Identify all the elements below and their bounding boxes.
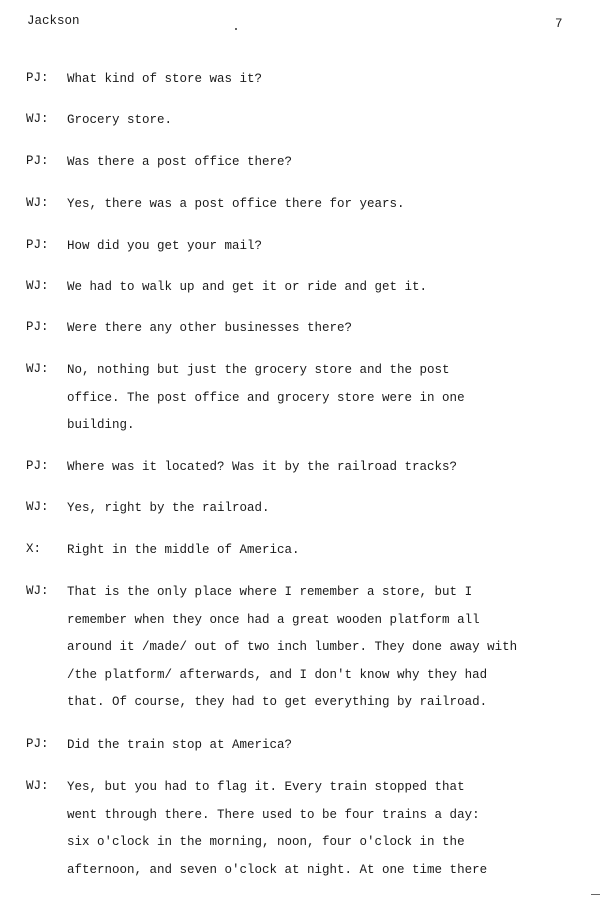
speaker-label: PJ:: [26, 320, 49, 334]
speaker-label: WJ:: [26, 362, 49, 376]
speech-line: Did the train stop at America?: [67, 738, 293, 752]
speech-text: [67, 500, 587, 528]
speech-line: went through there. There used to be four trains a day:: [67, 807, 480, 822]
speech-line: Were there any other businesses there?: [67, 321, 353, 335]
speech-text: [67, 779, 587, 889]
speech-line: Yes, right by the railroad.: [67, 501, 270, 515]
speech-line: How did you get your mail?: [67, 239, 263, 253]
page-number: 7: [555, 17, 563, 31]
speech-line: remember when they once had a great wooden platform all: [67, 612, 480, 627]
speech-line: No, nothing but just the grocery store and the post: [67, 363, 450, 377]
speech-text: [67, 279, 587, 307]
speech-text: [67, 238, 587, 266]
speech-text: [67, 71, 587, 99]
scan-speck: [235, 28, 237, 30]
speech-line: That is the only place where I remember a store, but I: [67, 585, 473, 599]
speech-line: building.: [67, 418, 135, 433]
speaker-label: X:: [26, 542, 42, 556]
scan-mark-right-edge: [591, 894, 600, 895]
speaker-label: WJ:: [26, 779, 49, 793]
speech-line: Right in the middle of America.: [67, 543, 300, 557]
speaker-label: PJ:: [26, 238, 49, 252]
speech-line: office. The post office and grocery store were in one: [67, 390, 465, 405]
speech-line: Was there a post office there?: [67, 155, 293, 169]
speaker-label: WJ:: [26, 500, 49, 514]
speech-text: [67, 196, 587, 224]
speech-line: six o'clock in the morning, noon, four o'clock in the: [67, 835, 465, 850]
speech-text: [67, 154, 587, 182]
speaker-label: WJ:: [26, 279, 49, 293]
speech-line: What kind of store was it?: [67, 72, 263, 86]
speech-line: around it /made/ out of two inch lumber. They done away with: [67, 640, 518, 655]
speech-text: [67, 362, 587, 445]
speaker-label: WJ:: [26, 584, 49, 598]
speech-line: afternoon, and seven o'clock at night. At one time there: [67, 862, 488, 877]
speech-text: [67, 737, 587, 765]
speech-text: [67, 112, 587, 140]
speech-line: that. Of course, they had to get everything by railroad.: [67, 695, 488, 710]
speech-line: Yes, but you had to flag it. Every train stopped that: [67, 780, 465, 794]
speech-text: [67, 584, 587, 722]
speaker-label: PJ:: [26, 71, 49, 85]
speaker-label: WJ:: [26, 112, 49, 126]
speaker-label: PJ:: [26, 459, 49, 473]
speaker-label: PJ:: [26, 154, 49, 168]
speech-text: [67, 542, 587, 570]
speech-line: Grocery store.: [67, 113, 173, 127]
speech-text: [67, 320, 587, 348]
speaker-label: WJ:: [26, 196, 49, 210]
speech-text: [67, 459, 587, 487]
speech-line: We had to walk up and get it or ride and get it.: [67, 280, 428, 294]
speech-line: Where was it located? Was it by the railroad tracks?: [67, 460, 458, 474]
speaker-label: PJ:: [26, 737, 49, 751]
speech-line: Yes, there was a post office there for years.: [67, 197, 405, 211]
speech-line: /the platform/ afterwards, and I don't know why they had: [67, 667, 488, 682]
interviewee-name-header: Jackson: [27, 14, 80, 28]
